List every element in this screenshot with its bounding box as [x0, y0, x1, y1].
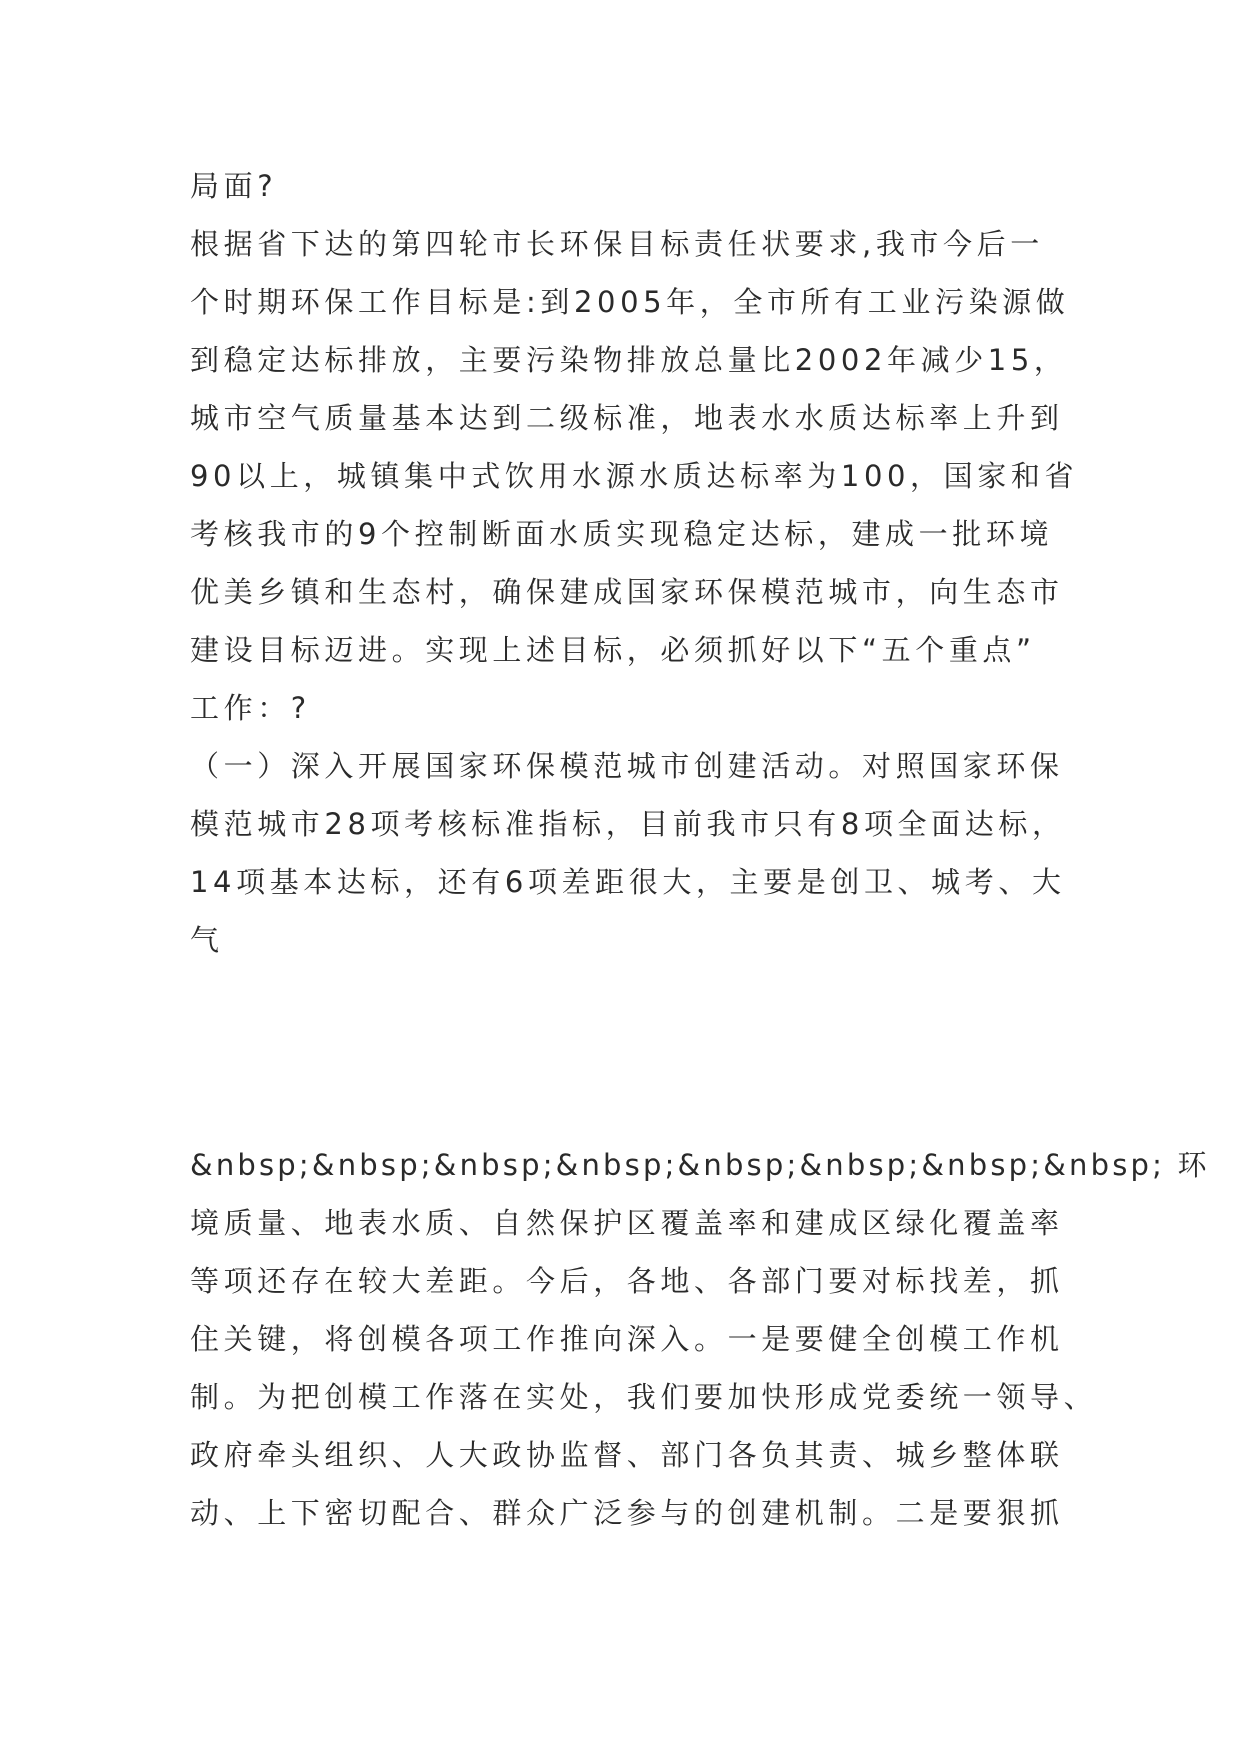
- text-line: 政府牵头组织、人大政协监督、部门各负其责、城乡整体联: [190, 1438, 1064, 1472]
- text-line: （一）深入开展国家环保模范城市创建活动。对照国家环保: [190, 749, 1064, 783]
- text-line: 到稳定达标排放，主要污染物排放总量比2002年减少15，: [190, 343, 1068, 377]
- text-line: 考核我市的9个控制断面水质实现稳定达标，建成一批环境: [190, 517, 1054, 551]
- text-block-top: [190, 157, 1079, 969]
- text-line: 个时期环保工作目标是:到2005年，全市所有工业污染源做: [190, 285, 1070, 319]
- text-block-bottom: [190, 1136, 1210, 1542]
- text-line: &nbsp;&nbsp;&nbsp;&nbsp;&nbsp;&nbsp;&nbsp;&nbsp; 环: [190, 1148, 1210, 1182]
- text-line: 动、上下密切配合、群众广泛参与的创建机制。二是要狠抓: [190, 1496, 1064, 1530]
- text-line: 等项还存在较大差距。今后，各地、各部门要对标找差，抓: [190, 1264, 1064, 1298]
- text-line: 制。为把创模工作落在实处，我们要加快形成党委统一领导、: [190, 1380, 1098, 1414]
- text-line: 建设目标迈进。实现上述目标，必须抓好以下“五个重点”: [190, 633, 1036, 667]
- text-line: 城市空气质量基本达到二级标准，地表水水质达标率上升到: [190, 401, 1064, 435]
- text-line: 模范城市28项考核标准指标，目前我市只有8项全面达标，: [190, 807, 1066, 841]
- text-line: 优美乡镇和生态村，确保建成国家环保模范城市，向生态市: [190, 575, 1064, 609]
- text-line: 根据省下达的第四轮市长环保目标责任状要求,我市今后一: [190, 227, 1044, 261]
- text-line: 气: [190, 923, 224, 957]
- text-line: 局面?: [190, 169, 278, 203]
- text-line: 境质量、地表水质、自然保护区覆盖率和建成区绿化覆盖率: [190, 1206, 1064, 1240]
- text-line: 工作：?: [190, 691, 311, 725]
- text-line: 90以上，城镇集中式饮用水源水质达标率为100，国家和省: [190, 459, 1079, 493]
- text-line: 住关键，将创模各项工作推向深入。一是要健全创模工作机: [190, 1322, 1064, 1356]
- text-line: 14项基本达标，还有6项差距很大，主要是创卫、城考、大: [190, 865, 1066, 899]
